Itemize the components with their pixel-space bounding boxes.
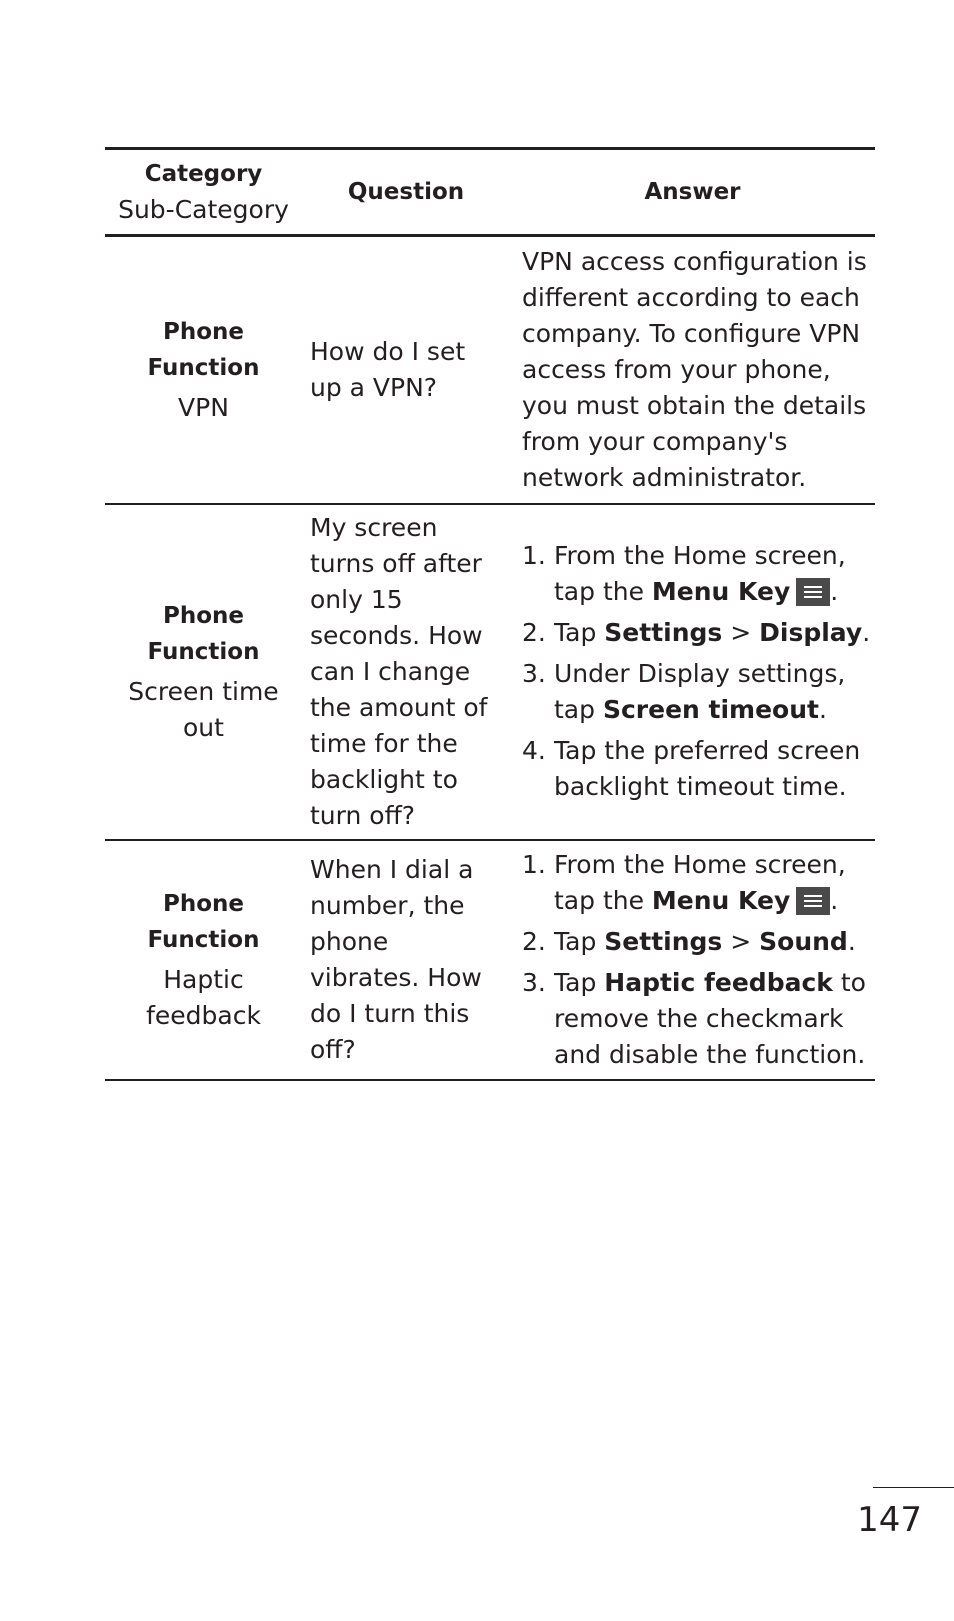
step-text: Tap	[554, 967, 605, 997]
step-number: 1.	[522, 849, 546, 879]
category-header-label: Category	[144, 160, 263, 187]
step-text: .	[862, 618, 871, 647]
sub-category-label: Haptic feedback	[146, 964, 261, 1030]
question-header: Question	[347, 179, 465, 205]
answer-step	[522, 733, 875, 805]
table-row	[105, 236, 875, 504]
step-number: 2.	[522, 926, 546, 956]
category-cell	[105, 840, 302, 1080]
answer-steps	[522, 538, 875, 805]
table-header-row	[105, 149, 875, 236]
step-text: .	[830, 885, 839, 915]
step-bold-text: Display	[759, 618, 863, 647]
sub-category-header-label: Sub-Category	[118, 194, 289, 224]
sub-category-label: Screen time out	[128, 676, 279, 742]
answer-step	[522, 924, 875, 960]
step-text: Tap	[554, 926, 605, 956]
category-label: Phone Function	[147, 602, 260, 665]
answer-cell	[510, 840, 875, 1080]
table-row	[105, 840, 875, 1080]
page-number-rule	[873, 1487, 954, 1488]
category-label: Phone Function	[147, 890, 260, 953]
step-bold-text: Settings	[604, 926, 723, 956]
step-number: 4.	[522, 736, 546, 765]
table-row	[105, 504, 875, 840]
page-number: 147	[857, 1500, 922, 1540]
step-text: From the Home screen, tap the	[554, 849, 846, 915]
category-header	[105, 149, 302, 236]
answer-cell	[510, 504, 875, 840]
answer-steps	[522, 847, 875, 1073]
step-bold-text: Sound	[759, 926, 848, 956]
answer-step	[522, 847, 875, 919]
menu-key-icon	[796, 578, 830, 606]
step-text: >	[722, 618, 760, 647]
step-text: .	[847, 926, 856, 956]
category-cell	[105, 504, 302, 840]
step-number: 2.	[522, 618, 546, 647]
category-label: Phone Function	[147, 318, 260, 381]
step-bold-text: Screen timeout	[602, 695, 819, 724]
step-bold-text: Menu Key	[651, 577, 791, 606]
step-text: From the Home screen, tap the	[554, 541, 846, 606]
step-number: 3.	[522, 659, 546, 688]
step-bold-text: Haptic feedback	[604, 967, 833, 997]
step-text: .	[830, 577, 839, 606]
sub-category-label: VPN	[178, 392, 229, 422]
answer-cell: VPN access configuration is different according to each company. To configure VPN access from your phone, you must obtain the details from your company's network administrator.	[522, 246, 867, 492]
step-bold-text: Menu Key	[651, 885, 791, 915]
step-number: 1.	[522, 541, 546, 570]
answer-header: Answer	[644, 179, 741, 205]
question-cell: When I dial a number, the phone vibrates. How do I turn this off?	[310, 854, 482, 1064]
step-text: Tap the preferred screen backlight timeout time.	[554, 736, 861, 801]
answer-step	[522, 615, 875, 651]
step-text: >	[722, 926, 760, 956]
answer-step	[522, 656, 875, 728]
menu-key-icon	[796, 887, 830, 915]
answer-step	[522, 538, 875, 610]
answer-step	[522, 965, 875, 1073]
faq-table	[105, 147, 875, 1081]
question-cell: How do I set up a VPN?	[310, 336, 466, 402]
step-bold-text: Settings	[604, 618, 723, 647]
step-text: Under Display settings, tap	[554, 659, 846, 724]
step-text: to remove the checkmark and disable the function.	[554, 967, 866, 1069]
step-text: Tap	[554, 618, 605, 647]
step-number: 3.	[522, 967, 546, 997]
category-cell	[105, 236, 302, 504]
step-text: .	[818, 695, 827, 724]
question-cell: My screen turns off after only 15 seconds. How can I change the amount of time for the backlight to turn off?	[310, 512, 488, 830]
